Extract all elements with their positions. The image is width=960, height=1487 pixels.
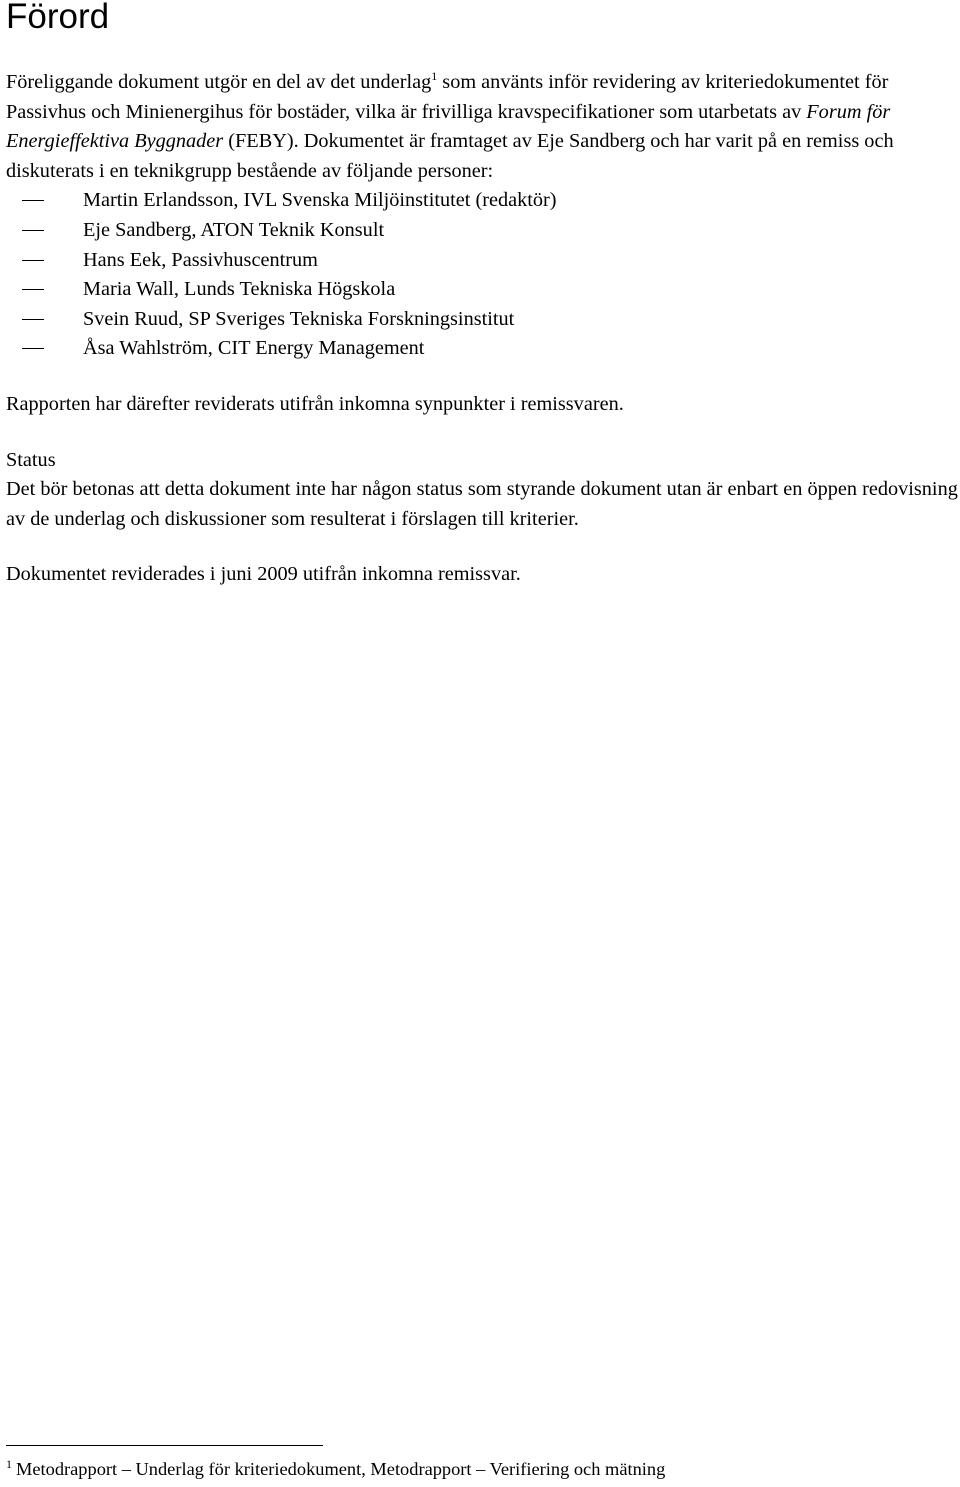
person-name: Martin Erlandsson, IVL Svenska Miljöinstitutet (redaktör): [83, 189, 557, 212]
dash-bullet-icon: [22, 319, 44, 320]
footnote-reference[interactable]: 1: [431, 69, 438, 84]
intro-text-middle: som använts inför revidering av kriteriedokumentet för Passivhus och Minienergihus för bostäder, vilka är frivilliga kravspecifikationer som utarbetats av: [6, 71, 889, 123]
person-name: Maria Wall, Lunds Tekniska Högskola: [83, 278, 396, 301]
list-item: [6, 216, 958, 246]
footnote-divider: [6, 1445, 323, 1446]
status-paragraph: Det bör betonas att detta dokument inte har någon status som styrande dokument utan är enbart en öppen redovisning av de underlag och diskussioner som resulterat i förslagen till kriterier.: [6, 478, 958, 530]
person-name: Hans Eek, Passivhuscentrum: [83, 248, 318, 271]
dash-bullet-icon: [22, 348, 44, 349]
dash-bullet-icon: [22, 230, 44, 231]
technical-group-list: [6, 186, 958, 364]
dash-bullet-icon: [22, 289, 44, 290]
intro-text-start: Föreliggande dokument utgör en del av det underlag: [6, 71, 432, 93]
list-item: [6, 305, 958, 335]
document-body: [6, 68, 958, 590]
revised-paragraph: Dokumentet reviderades i juni 2009 utifrån inkomna remissvar.: [6, 563, 521, 586]
revision-paragraph: Rapporten har därefter reviderats utifrån inkomna synpunkter i remissvaren.: [6, 392, 624, 415]
person-name: Svein Ruud, SP Sveriges Tekniska Forskningsinstitut: [83, 307, 515, 330]
footnote-number: 1: [6, 1456, 12, 1471]
person-name: Åsa Wahlström, CIT Energy Management: [83, 337, 425, 360]
list-item: [6, 186, 958, 216]
list-item: [6, 246, 958, 276]
dash-bullet-icon: [22, 260, 44, 261]
organization-name: Forum för Energieffektiva Byggnader: [6, 100, 891, 153]
status-heading: Status: [6, 448, 56, 471]
list-item: [6, 334, 958, 364]
footnote: [6, 1457, 665, 1481]
footnote-text: Metodrapport – Underlag för kriteriedokument, Metodrapport – Verifiering och mätning: [16, 1459, 666, 1479]
page-title: Förord: [6, 0, 110, 36]
intro-text-end: (FEBY). Dokumentet är framtaget av Eje Sandberg och har varit på en remiss och diskuterats i en teknikgrupp bestående av följande personer:: [6, 130, 894, 182]
dash-bullet-icon: [22, 200, 44, 201]
list-item: [6, 275, 958, 305]
person-name: Eje Sandberg, ATON Teknik Konsult: [83, 218, 385, 241]
intro-paragraph: [6, 68, 958, 186]
